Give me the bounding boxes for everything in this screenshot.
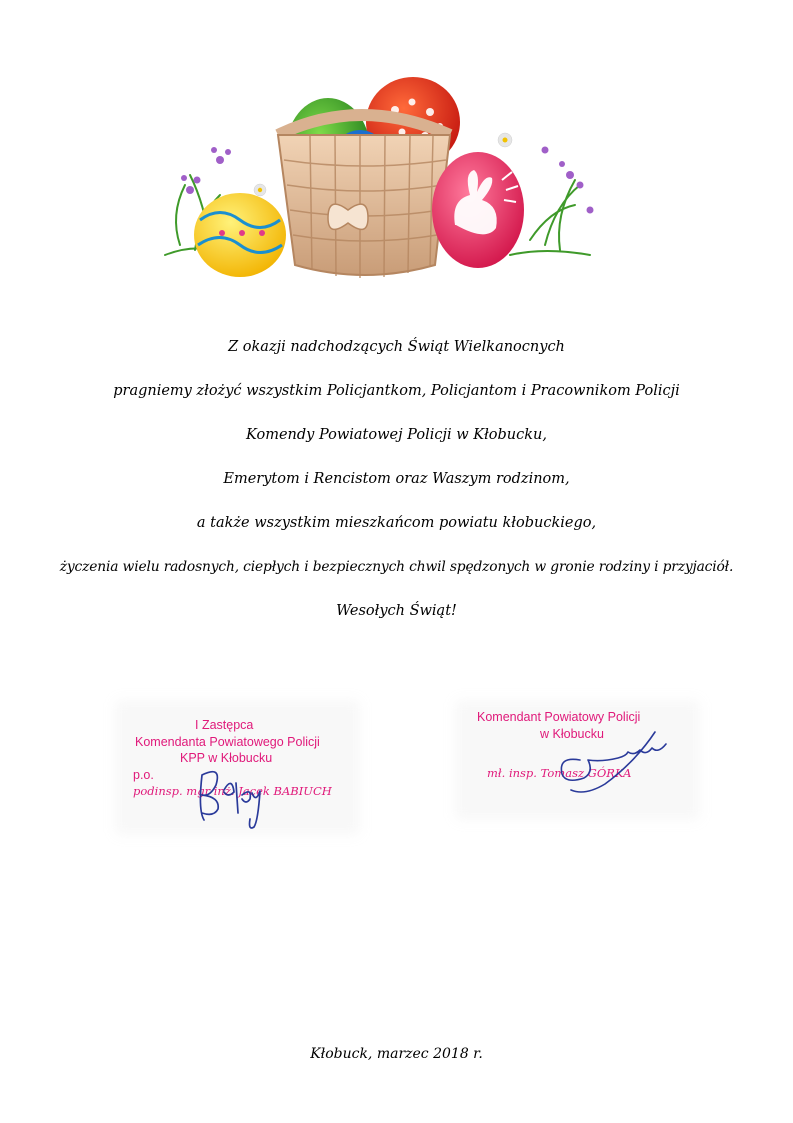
greeting-line: Emerytom i Rencistom oraz Waszym rodzinom,	[223, 471, 570, 487]
stamp-line: w Kłobucku	[540, 727, 604, 741]
stamp-name: mł. insp. Tomasz GÓRKA	[487, 766, 632, 780]
greeting-line: Komendy Powiatowej Policji w Kłobucku,	[246, 427, 547, 443]
greeting-line: Z okazji nadchodzących Świąt Wielkanocnych	[228, 339, 565, 355]
stamp-line: p.o.	[133, 768, 154, 782]
pink-egg	[432, 152, 524, 268]
stamp-line: I Zastępca	[195, 718, 254, 732]
stamp-line: Komendant Powiatowy Policji	[477, 710, 641, 724]
signature-left	[190, 745, 270, 835]
stamp-commander	[455, 700, 700, 820]
greeting-line: pragniemy złożyć wszystkim Policjantkom, Policjantom i Pracownikom Policji	[113, 383, 680, 399]
place-date: Kłobuck, marzec 2018 r.	[310, 1046, 483, 1062]
greeting-closing: Wesołych Świąt!	[336, 603, 457, 619]
stamp-line: Komendanta Powiatowego Policji	[135, 735, 320, 749]
greeting-line: a także wszystkim mieszkańcom powiatu kłobuckiego,	[196, 515, 597, 531]
stamp-name: podinsp. mgr inż. Jacek BABIUCH	[133, 784, 332, 798]
yellow-egg	[194, 193, 286, 277]
signature-right	[550, 728, 690, 798]
stamp-deputy-commander	[115, 700, 360, 835]
greeting-line: życzenia wielu radosnych, ciepłych i bezpiecznych chwil spędzonych w gronie rodziny i przyjaciół.	[59, 559, 734, 575]
basket	[278, 115, 450, 278]
greeting-text	[0, 336, 793, 644]
stamp-line: KPP w Kłobucku	[180, 751, 273, 765]
easter-basket-illustration	[150, 40, 610, 315]
